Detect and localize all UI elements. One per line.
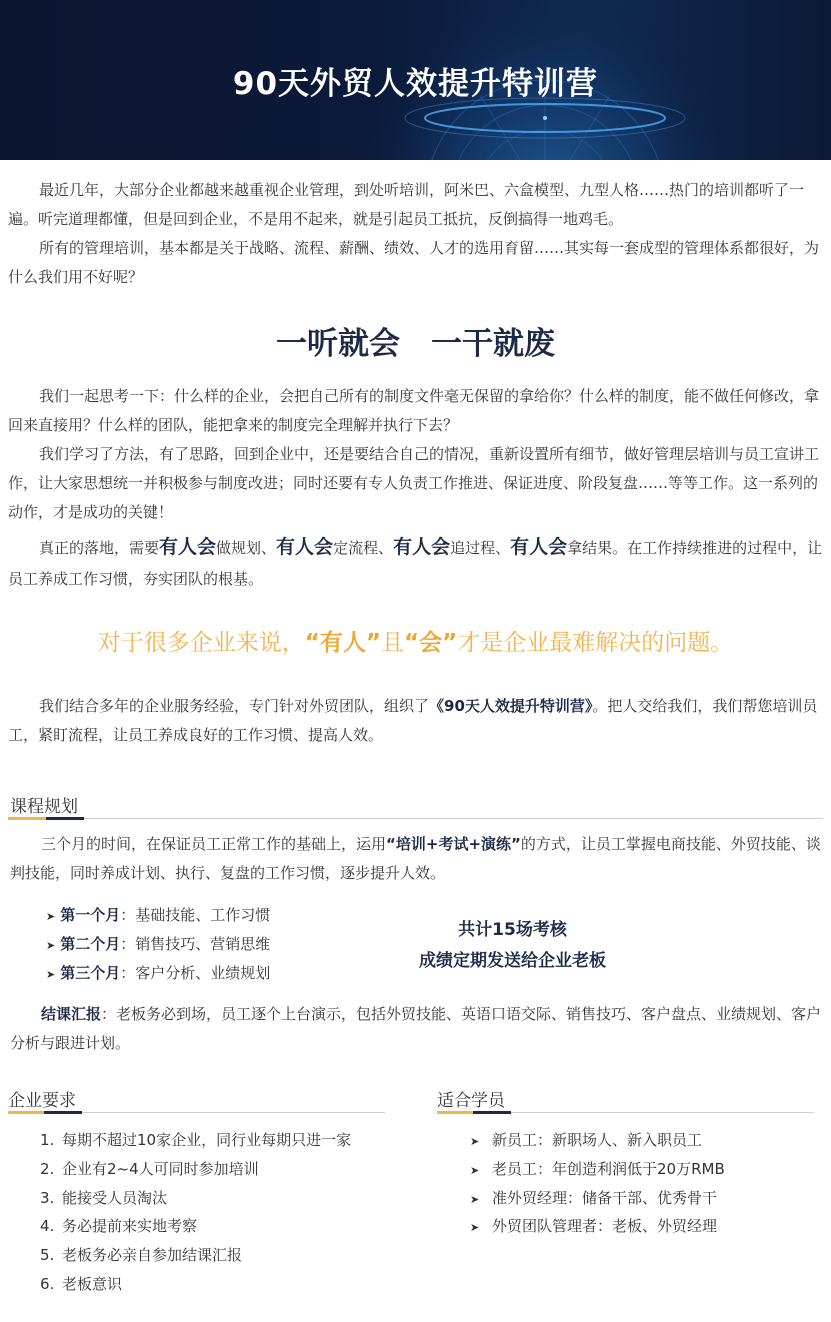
list-item	[470, 1158, 725, 1179]
accent-bar	[46, 817, 84, 820]
text: 的方式，让员工掌握电商技能、外贸技能、谈判技能，同时养成计划、执行、复盘的工作习惯，逐步提升人效。	[10, 835, 821, 882]
think-paragraph-2: 我们学习了方法，有了思路，回到企业中，还是要结合自己的情况，重新设置所有细节，做好管理层培训与员工宣讲工作，让大家思想统一并积极参与制度改进；同时还要有专人负责工作推进、保证进度、阶段复盘……等等工作。这一系列的动作，才是成功的关键！	[8, 445, 820, 521]
list-item	[470, 1215, 717, 1236]
emphasis: “会”	[404, 630, 458, 656]
accent-bar	[437, 1111, 473, 1114]
text: 真正的落地，需要	[39, 539, 160, 557]
month-label: 第三个月	[60, 964, 121, 982]
list-item	[470, 1187, 717, 1208]
month-content: ：基础技能、工作习惯	[120, 906, 271, 924]
item-number: 6.	[40, 1275, 55, 1293]
item-text: 务必提前来实地考察	[62, 1217, 198, 1235]
accent-bar	[473, 1111, 511, 1114]
list-item	[40, 1273, 122, 1294]
arrow-icon: ➤	[470, 1221, 480, 1234]
text: 拿结果。在工作持续推进的过程中，让员工养成工作习惯，夯实团队的根基。	[8, 539, 823, 588]
item-text: 新员工：新职场人、新入职员工	[492, 1131, 703, 1149]
method-emphasis: “培训+考试+演练”	[386, 835, 521, 853]
text: 做规划、	[216, 539, 277, 557]
arrow-icon: ➤	[46, 910, 56, 923]
exam-count: 共计15场考核	[458, 920, 567, 940]
text: 且	[381, 630, 404, 656]
arrow-icon: ➤	[470, 1193, 480, 1206]
accent-bar	[44, 1111, 82, 1114]
section-title-requirements: 企业要求	[8, 1091, 76, 1111]
final-report-paragraph	[10, 1000, 823, 1058]
emphasis: 有人会	[393, 536, 451, 558]
section-title-students: 适合学员	[437, 1091, 505, 1111]
item-text: 企业有2~4人可同时参加培训	[62, 1160, 259, 1178]
section-title-course: 课程规划	[10, 797, 78, 817]
item-text: 准外贸经理：储备干部、优秀骨干	[492, 1189, 718, 1207]
accent-bar	[8, 817, 46, 820]
month-item	[46, 904, 270, 925]
emphasis: 有人会	[276, 536, 334, 558]
text: ：老板务必到场，员工逐个上台演示，包括外贸技能、英语口语交际、销售技巧、客户盘点、业绩规划、客户分析与跟进计划。	[10, 1005, 822, 1052]
accent-bar	[8, 1111, 44, 1114]
banner	[0, 0, 831, 160]
offer-paragraph	[8, 692, 823, 750]
item-text: 能接受人员淘汰	[62, 1189, 168, 1207]
list-item	[40, 1244, 242, 1265]
intro-paragraph-2: 所有的管理培训，基本都是关于战略、流程、薪酬、绩效、人才的选用育留……其实每一套成型的管理体系都很好，为什么我们用不好呢？	[8, 239, 820, 286]
think-paragraph-3	[8, 532, 823, 595]
exam-report-note: 成绩定期发送给企业老板	[419, 951, 606, 971]
report-label: 结课汇报	[41, 1005, 102, 1023]
item-text: 老板意识	[62, 1275, 123, 1293]
month-label: 第一个月	[60, 906, 121, 924]
month-content: ：客户分析、业绩规划	[120, 964, 271, 982]
text: 定流程、	[333, 539, 394, 557]
item-number: 3.	[40, 1189, 55, 1207]
item-number: 5.	[40, 1246, 55, 1264]
item-number: 2.	[40, 1160, 55, 1178]
text: 追过程、	[450, 539, 511, 557]
text: 才是企业最难解决的问题。	[457, 630, 734, 656]
text: 我们结合多年的企业服务经验，专门针对外贸团队，组织了	[39, 697, 430, 715]
item-text: 老板务必亲自参加结课汇报	[62, 1246, 243, 1264]
emphasis: 有人会	[159, 536, 217, 558]
item-text: 外贸团队管理者：老板、外贸经理	[492, 1217, 718, 1235]
arrow-icon: ➤	[46, 968, 56, 981]
list-item	[40, 1129, 351, 1150]
arrow-icon: ➤	[470, 1164, 480, 1177]
list-item	[40, 1215, 197, 1236]
item-number: 1.	[40, 1131, 55, 1149]
emphasis: 有人会	[510, 536, 568, 558]
list-item	[470, 1129, 702, 1150]
month-label: 第二个月	[60, 935, 121, 953]
text: 对于很多企业来说，	[97, 630, 305, 656]
arrow-icon: ➤	[470, 1135, 480, 1148]
program-name: 《90天人效提升特训营》	[429, 697, 593, 715]
think-paragraph-1: 我们一起思考一下：什么样的企业，会把自己所有的制度文件毫无保留的拿给你？什么样的制度，能不做任何修改，拿回来直接用？什么样的团队，能把拿来的制度完全理解并执行下去？	[8, 387, 820, 434]
month-item	[46, 933, 270, 954]
slogan-heading: 一听就会 一干就废	[276, 326, 555, 362]
month-content: ：销售技巧、营销思维	[120, 935, 271, 953]
intro-paragraph-1: 最近几年，大部分企业都越来越重视企业管理，到处听培训，阿米巴、六盒模型、九型人格……热门的培训都听了一遍。听完道理都懂，但是回到企业，不是用不起来，就是引起员工抵抗，反倒搞得一地鸡毛。	[8, 181, 805, 228]
arrow-icon: ➤	[46, 939, 56, 952]
item-number: 4.	[40, 1217, 55, 1235]
course-description	[10, 830, 823, 888]
item-text: 每期不超过10家企业，同行业每期只进一家	[62, 1131, 352, 1149]
month-item	[46, 962, 270, 983]
highlight-statement	[0, 624, 831, 657]
list-item	[40, 1158, 259, 1179]
divider	[8, 818, 823, 819]
list-item	[40, 1187, 167, 1208]
emphasis: “有人”	[304, 630, 381, 656]
text: 。把人交给我们，我们帮您培训员工，紧盯流程，让员工养成良好的工作习惯、提高人效。	[8, 697, 818, 744]
text: 三个月的时间，在保证员工正常工作的基础上，运用	[41, 835, 387, 853]
item-text: 老员工：年创造利润低于20万RMB	[492, 1160, 725, 1178]
page-title: 90天外贸人效提升特训营	[232, 66, 599, 102]
